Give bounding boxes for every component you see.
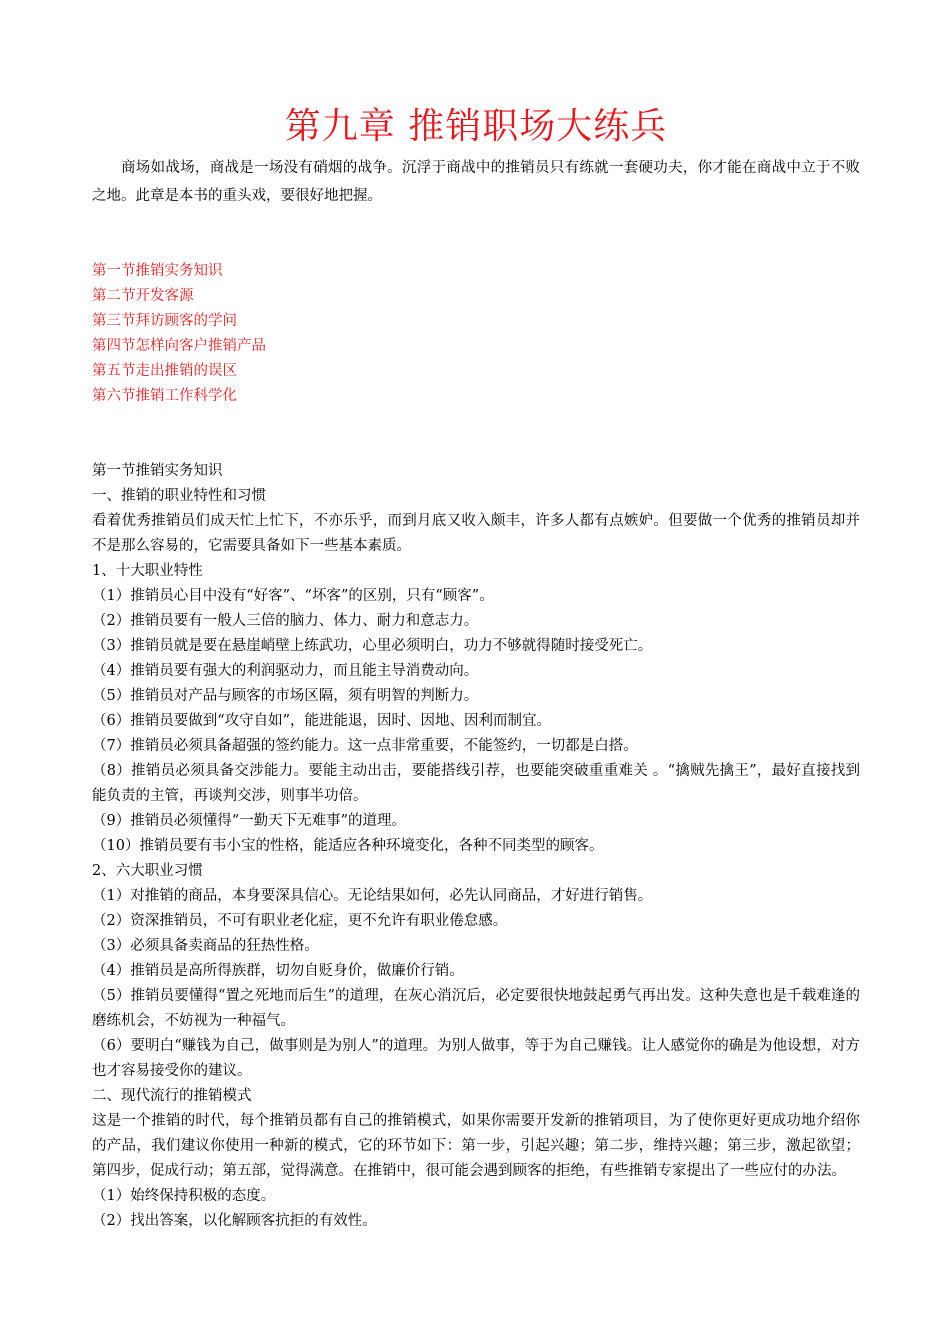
paragraph: 看着优秀推销员们成天忙上忙下，不亦乐乎，而到月底又收入颇丰，许多人都有点嫉妒。但要做一个优秀的推销员却并不是那么容易的，它需要具备如下一些基本素质。 (92, 513, 860, 554)
subsection-heading: 二、现代流行的推销模式 (92, 1088, 252, 1104)
table-of-contents (92, 259, 860, 409)
section-body (92, 459, 860, 1234)
subsection-heading: 一、推销的职业特性和习惯 (92, 488, 266, 504)
toc-item[interactable]: 第四节怎样向客户推销产品 (92, 338, 266, 354)
list-item: （2）资深推销员，不可有职业老化症，更不允许有职业倦怠感。 (92, 913, 508, 929)
list-item: （1）对推销的商品，本身要深具信心。无论结果如何，必先认同商品，才好进行销售。 (92, 888, 653, 904)
toc-item[interactable]: 第五节走出推销的误区 (92, 363, 237, 379)
document-page (92, 100, 860, 1234)
list-heading: 1、十大职业特性 (92, 563, 203, 579)
list-item: （6）推销员要做到“攻守自如”，能进能退，因时、因地、因利而制宜。 (92, 713, 552, 729)
list-item: （2）找出答案，以化解顾客抗拒的有效性。 (92, 1213, 377, 1229)
toc-item[interactable]: 第二节开发客源 (92, 288, 194, 304)
list-heading: 2、六大职业习惯 (92, 863, 203, 879)
list-item: （1）始终保持积极的态度。 (92, 1188, 276, 1204)
list-item: （3）必须具备卖商品的狂热性格。 (92, 938, 319, 954)
toc-item[interactable]: 第一节推销实务知识 (92, 263, 223, 279)
list-item: （3）推销员就是要在悬崖峭壁上练武功，心里必须明白，功力不够就得随时接受死亡。 (92, 638, 653, 654)
paragraph: 这是一个推销的时代，每个推销员都有自己的推销模式，如果你需要开发新的推销项目，为了使你更好更成功地介绍你的产品，我们建议你使用一种新的模式，它的环节如下：第一步，引起兴趣；第二步，维持兴趣；第三步，激起欲望；第四步，促成行动；第五部，觉得满意。在推销中，很可能会遇到顾客的拒绝，有些推销专家提出了一些应付的办法。 (92, 1113, 860, 1179)
list-item: （4）推销员是高所得族群，切勿自贬身价，做廉价行销。 (92, 963, 464, 979)
list-item: （8）推销员必须具备交涉能力。要能主动出击，要能搭线引荐，也要能突破重重难关 。“擒贼先擒王”，最好直接找到能负责的主管，再谈判交涉，则事半功倍。 (92, 763, 860, 804)
list-item: （7）推销员必须具备超强的签约能力。这一点非常重要，不能签约，一切都是白搭。 (92, 738, 638, 754)
list-item: （2）推销员要有一般人三倍的脑力、体力、耐力和意志力。 (92, 613, 479, 629)
chapter-title: 第九章 推销职场大练兵 (284, 106, 668, 147)
chapter-intro: 商场如战场，商战是一场没有硝烟的战争。沉浮于商战中的推销员只有练就一套硬功夫，你才能在商战中立于不败之地。此章是本书的重头戏，要很好地把握。 (92, 160, 860, 204)
list-item: （10）推销员要有韦小宝的性格，能适应各种环境变化，各种不同类型的顾客。 (92, 838, 604, 854)
toc-item[interactable]: 第六节推销工作科学化 (92, 388, 237, 404)
list-item: （5）推销员要懂得“置之死地而后生”的道理，在灰心消沉后，必定要很快地鼓起勇气再出发。这种失意也是千载难逢的磨练机会，不妨视为一种福气。 (92, 988, 860, 1029)
list-item: （4）推销员要有强大的利润驱动力，而且能主导消费动向。 (92, 663, 479, 679)
list-item: （5）推销员对产品与顾客的市场区隔，须有明智的判断力。 (92, 688, 479, 704)
toc-item[interactable]: 第三节拜访顾客的学问 (92, 313, 237, 329)
list-item: （6）要明白“赚钱为自己，做事则是为别人”的道理。为别人做事，等于为自己赚钱。让人感觉你的确是为他设想，对方也才容易接受你的建议。 (92, 1038, 860, 1079)
list-item: （9）推销员必须懂得“一勤天下无难事”的道理。 (92, 813, 407, 829)
list-item: （1）推销员心目中没有“好客”、“坏客”的区别，只有“顾客”。 (92, 588, 494, 604)
section-heading: 第一节推销实务知识 (92, 463, 223, 479)
